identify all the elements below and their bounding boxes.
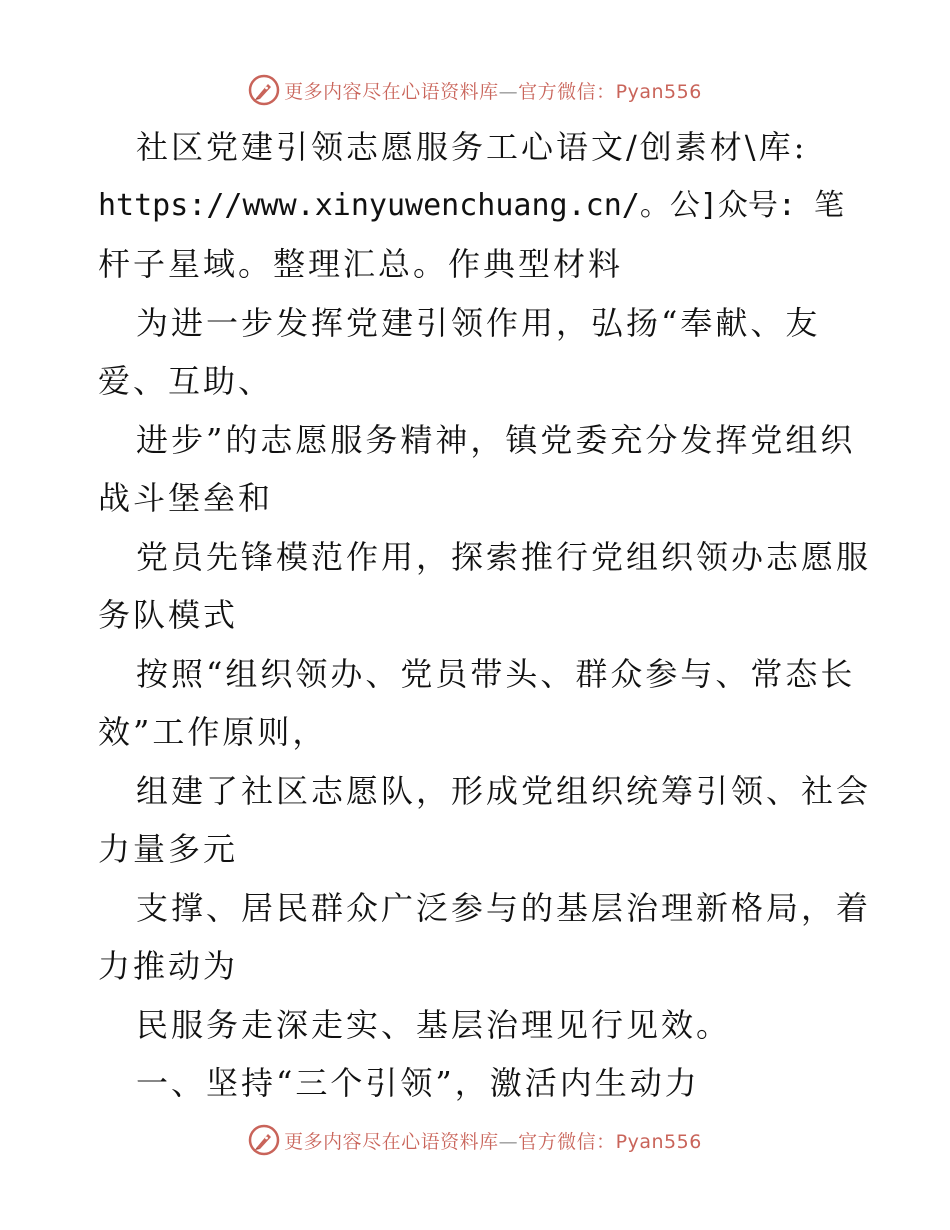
document-body (98, 118, 872, 1113)
doc-line-12: 组建了社区志愿队，形成党组织统筹引领、社会 (136, 771, 872, 810)
doc-line-14: 支撑、居民群众广泛参与的基层治理新格局，着 (136, 888, 872, 927)
doc-line-3: 杆子星域。整理汇总。作典型材料 (98, 245, 624, 283)
footer-banner-official: 官方微信：Pyan556 (518, 1130, 702, 1153)
footer-banner-separator: — (498, 1130, 519, 1153)
doc-line-16: 民服务走深走实、基层治理见行见效。 (136, 1005, 732, 1044)
doc-line-4: 为进一步发挥党建引领作用，弘扬“奉献、友 (136, 303, 821, 342)
doc-line-15: 力推动为 (98, 947, 239, 985)
doc-line-6: 进步”的志愿服务精神，镇党委充分发挥党组织 (136, 420, 856, 459)
header-banner-main: 更多内容尽在心语资料库 (284, 80, 499, 103)
header-banner-text (284, 77, 702, 104)
doc-line-17: 一、坚持“三个引领”，激活内生动力 (136, 1064, 700, 1102)
footer-banner-main: 更多内容尽在心语资料库 (284, 1130, 499, 1153)
header-banner-official: 官方微信：Pyan556 (518, 80, 702, 103)
footer-banner-text (284, 1127, 702, 1154)
doc-line-7: 战斗堡垒和 (98, 479, 274, 517)
pen-nib-logo-icon (248, 74, 280, 106)
header-banner (0, 70, 950, 110)
pen-nib-logo-icon (248, 1124, 280, 1156)
footer-banner (0, 1120, 950, 1160)
doc-line-8: 党员先锋模范作用，探索推行党组织领办志愿服 (136, 537, 872, 576)
doc-line-10: 按照“组织领办、党员带头、群众参与、常态长 (136, 654, 856, 693)
doc-line-2: https://www.xinyuwenchuang.cn/。公]众号: 笔 (98, 187, 845, 223)
header-banner-separator: — (498, 80, 519, 103)
doc-line-1: 社区党建引领志愿服务工心语文/创素材\库: (136, 128, 808, 166)
doc-line-11: 效”工作原则， (98, 713, 328, 751)
doc-line-13: 力量多元 (98, 830, 239, 868)
doc-line-5: 爱、互助、 (98, 362, 274, 400)
doc-line-9: 务队模式 (98, 596, 239, 634)
